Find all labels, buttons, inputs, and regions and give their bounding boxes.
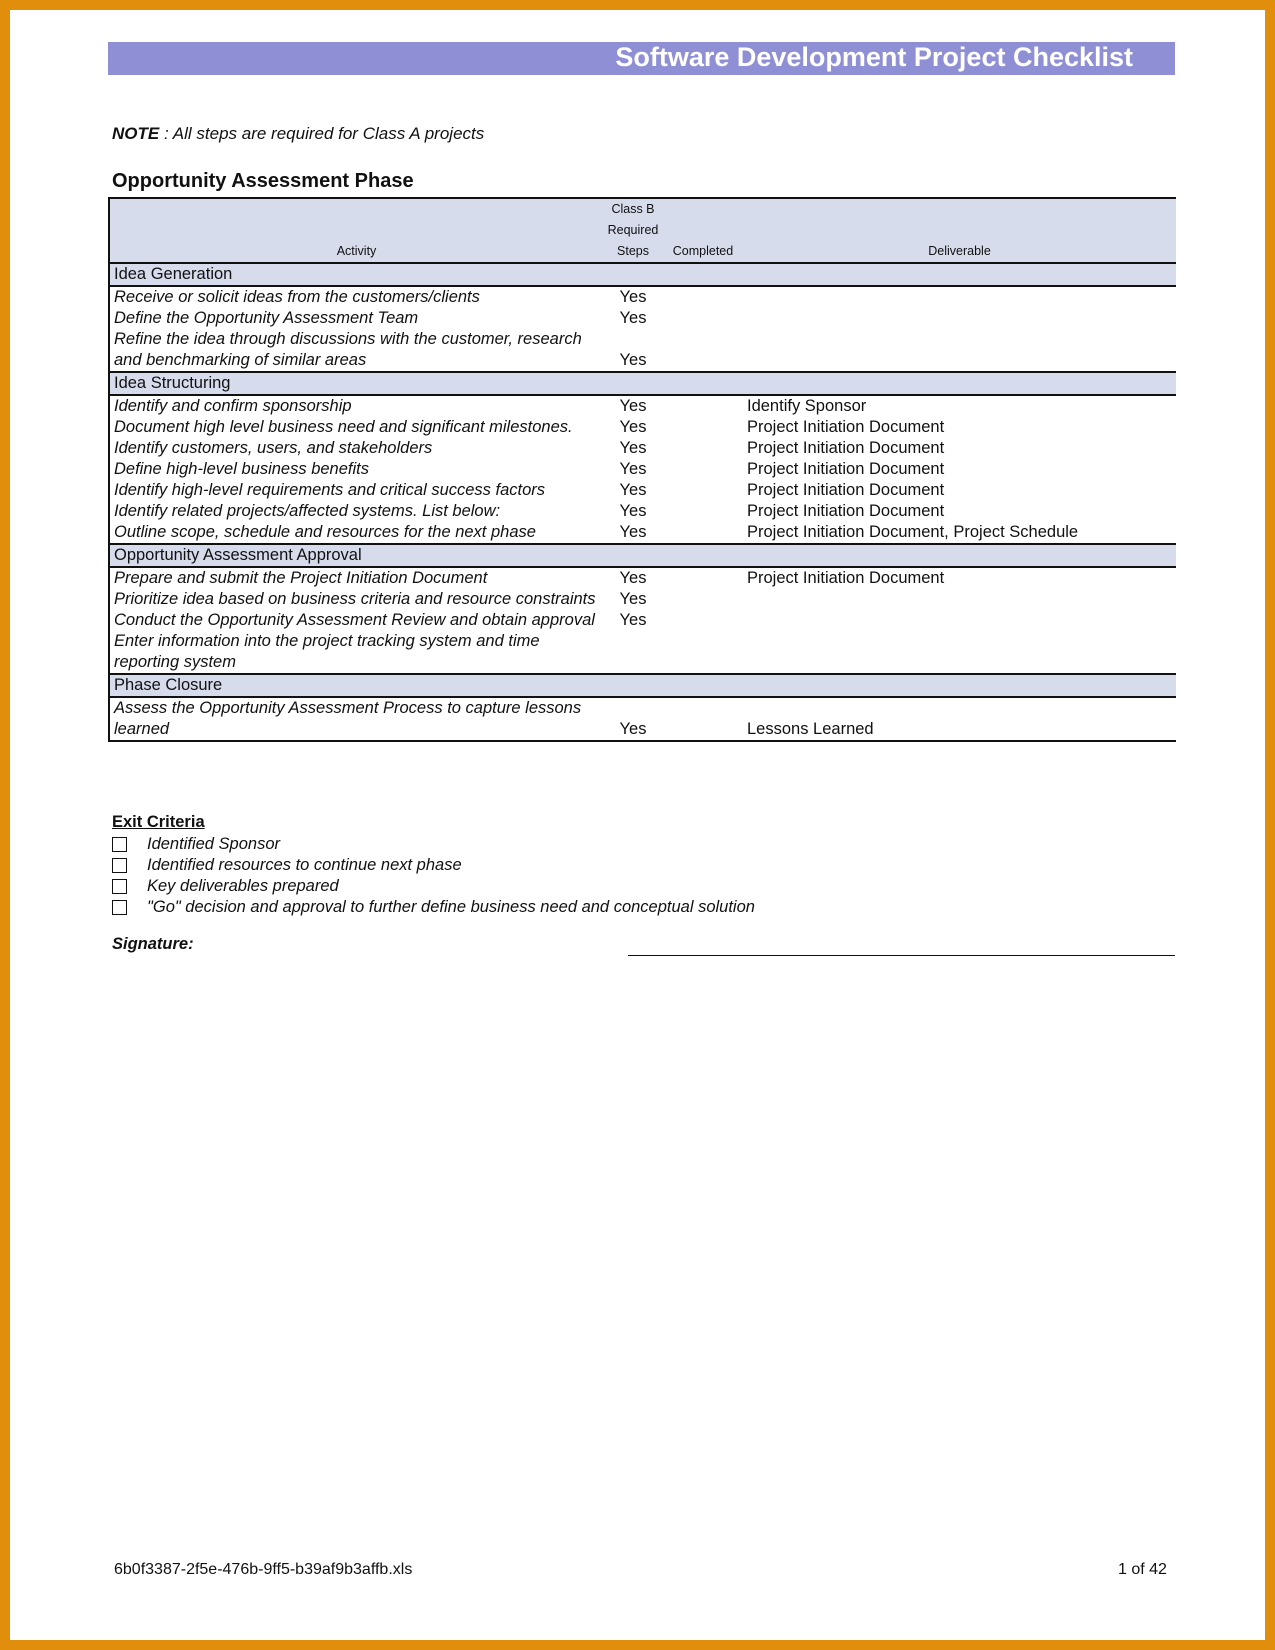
deliverable-cell: Project Initiation Document [747,502,945,520]
exit-item [112,855,755,876]
activity-cell: Receive or solicit ideas from the customers/clients [109,286,603,308]
header-activity: Activity [109,198,603,263]
completed-cell[interactable] [663,395,743,417]
exit-item [112,897,755,918]
header-required: Class B Required Steps [607,202,659,258]
exit-criteria-title: Exit Criteria [112,813,205,831]
activity-cell: Define high-level business benefits [109,459,603,480]
section-title: Opportunity Assessment Approval [109,544,1176,567]
completed-cell[interactable] [663,329,743,372]
table-row [109,697,1176,741]
activity-cell: Identify customers, users, and stakeholders [109,438,603,459]
table-header-row [109,198,1176,263]
completed-cell[interactable] [663,501,743,522]
table-row [109,501,1176,522]
table-row [109,589,1176,610]
required-cell: Yes [619,523,647,541]
table-row [109,286,1176,308]
activity-cell: Identify high-level requirements and critical success factors [109,480,603,501]
table-row [109,395,1176,417]
deliverable-cell: Identify Sponsor [747,397,867,415]
required-cell: Yes [619,288,647,306]
deliverable-cell: Lessons Learned [743,697,1176,741]
table-row [109,610,1176,631]
note [112,124,484,144]
required-cell: Yes [619,590,647,608]
deliverable-cell [743,610,1176,631]
section-title: Idea Generation [109,263,1176,286]
checkbox[interactable] [112,837,127,852]
exit-item-label: "Go" decision and approval to further define business need and conceptual solution [147,898,755,916]
completed-cell[interactable] [663,631,743,674]
completed-cell[interactable] [663,589,743,610]
completed-cell[interactable] [663,522,743,544]
activity-cell: Identify related projects/affected systems. List below: [109,501,603,522]
section-header-row [109,674,1176,697]
exit-item [112,876,755,897]
required-cell: Yes [619,439,647,457]
deliverable-cell: Project Initiation Document [747,418,945,436]
checkbox[interactable] [112,858,127,873]
required-cell: Yes [619,569,647,587]
exit-criteria [112,812,755,918]
footer-filename: 6b0f3387-2f5e-476b-9ff5-b39af9b3affb.xls [114,1561,413,1578]
required-cell: Yes [619,397,647,415]
section-title: Idea Structuring [109,372,1176,395]
table-row [109,522,1176,544]
document-title: Software Development Project Checklist [108,42,1175,75]
required-cell: Yes [619,502,647,520]
activity-cell: Conduct the Opportunity Assessment Review and obtain approval [109,610,603,631]
section-title: Phase Closure [109,674,1176,697]
required-cell: Yes [619,611,647,629]
completed-cell[interactable] [663,286,743,308]
activity-cell: Outline scope, schedule and resources for the next phase [109,522,603,544]
section-header-row [109,263,1176,286]
exit-item [112,834,755,855]
header-completed: Completed [672,244,734,258]
activity-cell: Identify and confirm sponsorship [109,395,603,417]
activity-cell: Enter information into the project tracking system and time reporting system [109,631,603,674]
checklist-table [108,197,1176,742]
deliverable-cell [743,308,1176,329]
section-header-row [109,372,1176,395]
required-cell: Yes [619,481,647,499]
deliverable-cell [743,631,1176,674]
required-cell [603,631,663,674]
table-row [109,329,1176,372]
required-cell: Yes [603,697,663,741]
activity-cell: Prepare and submit the Project Initiation Document [109,567,603,589]
signature-label: Signature: [112,935,194,953]
checkbox[interactable] [112,900,127,915]
completed-cell[interactable] [663,480,743,501]
required-cell: Yes [619,418,647,436]
exit-item-label: Key deliverables prepared [147,877,339,895]
deliverable-cell [743,329,1176,372]
deliverable-cell [743,286,1176,308]
deliverable-cell: Project Initiation Document [747,481,945,499]
deliverable-cell [743,589,1176,610]
deliverable-cell: Project Initiation Document [747,439,945,457]
note-text: : All steps are required for Class A projects [159,124,485,143]
deliverable-cell: Project Initiation Document [747,569,945,587]
header-deliverable: Deliverable [928,244,991,258]
table-row [109,567,1176,589]
required-cell: Yes [619,460,647,478]
note-label: NOTE [112,124,160,143]
required-cell: Yes [619,351,647,369]
deliverable-cell: Project Initiation Document [747,460,945,478]
completed-cell[interactable] [663,417,743,438]
signature-line[interactable] [628,955,1175,956]
table-row [109,308,1176,329]
table-row [109,631,1176,674]
table-row [109,417,1176,438]
exit-item-label: Identified Sponsor [147,835,281,853]
required-cell: Yes [619,309,647,327]
section-header-row [109,544,1176,567]
completed-cell[interactable] [663,697,743,741]
table-row [109,438,1176,459]
phase-title: Opportunity Assessment Phase [112,170,414,192]
completed-cell[interactable] [663,459,743,480]
footer-page-number: 1 of 42 [1118,1561,1167,1578]
completed-cell[interactable] [663,610,743,631]
deliverable-cell: Project Initiation Document, Project Schedule [747,523,1079,541]
checkbox[interactable] [112,879,127,894]
activity-cell: Refine the idea through discussions with the customer, research and benchmarking of similar areas [109,329,603,372]
activity-cell: Document high level business need and significant milestones. [109,417,603,438]
activity-cell: Prioritize idea based on business criteria and resource constraints [109,589,603,610]
activity-cell: Define the Opportunity Assessment Team [109,308,603,329]
table-row [109,480,1176,501]
table-row [109,459,1176,480]
exit-item-label: Identified resources to continue next phase [147,856,462,874]
completed-cell[interactable] [663,308,743,329]
activity-cell: Assess the Opportunity Assessment Process to capture lessons learned [109,697,603,741]
completed-cell[interactable] [663,438,743,459]
completed-cell[interactable] [663,567,743,589]
